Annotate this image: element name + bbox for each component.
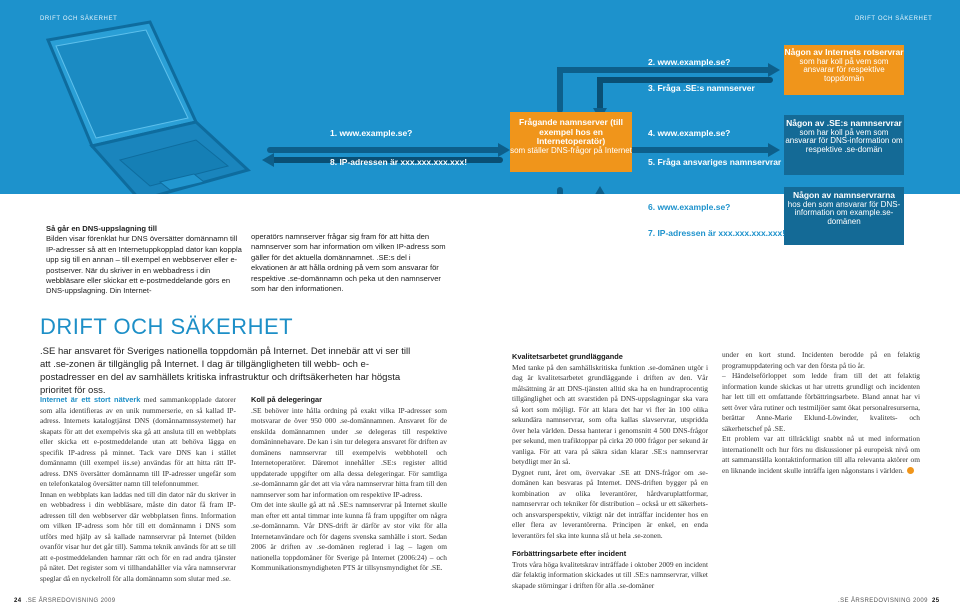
diagram-caption-col2 (251, 232, 447, 294)
folio-right-number: 25 (932, 598, 940, 604)
column-1-lead: Internet är ett stort nätverk (40, 395, 141, 404)
step-3-label: 3. Fråga .SE:s namnserver (648, 83, 755, 93)
resolver-title: Frågande namnserver (till exempel hos en Internetoperatör) (519, 117, 623, 147)
article-column-2 (251, 395, 447, 574)
resolver-box (510, 112, 632, 172)
diagram-caption-text-1: Bilden visar förenklat hur DNS översätter domännamn till IP-adresser så att en Internetuppkopplad dator kan koppla upp sig till en annan – till exempel en webbserver eller e-postserver. När du skriver in en webbadress i din webbläsare eller skickar ett e-postmeddelande görs en DNS-uppslagning. Din Internet- (46, 234, 242, 296)
column-1-text: med sammankopplade datorer som alla identifieras av en unik nummerserie, en så kallad IP-adress. Internets katalogtjänst DNS (domännamnssystemet) har skapats för att det exempelvis ska gå att ansluta till en webbplats eller skicka ett e-postmeddelande utan att behöva lägga en specifik IP-adress på minnet. Tack vare DNS kan i stället domännamn (till exempel iis.se) användas för att hitta rätt IP-adress. DNS översätter domännamn till IP-adresser ungefär som en telefonkatalog översätter namn till telefonnummer. Innan en webbplats kan laddas ned till din dator när du skriver in en webbadress i din webbläsare, måste din dator få fram IP-adressen till den webbserver där webbplatsen finns. Information om vilken IP-adress som hör till ett domännamn i DNS som utförs med hjälp av så kallade namnservrar på Internet (bilden ovanför visar hur det går till). Samma teknik används för att se till att e-postmeddelanden hamnar rätt och för en rad andra tjänster på nätet. Det register som vi tillhandahåller via våra namnservrar speglar då en nyckelroll för alla domännamn som slutar med .se. (40, 395, 236, 583)
diagram-caption-heading: Så går en DNS-uppslagning till (46, 224, 157, 233)
se-server-subtitle: som har koll på vem som ansvarar för DNS-information om respektive .se-domän (785, 127, 903, 155)
folio-left-number: 24 (14, 598, 22, 604)
step-1-label: 1. www.example.se? (330, 128, 413, 138)
folio-left (14, 598, 116, 604)
end-mark-icon (907, 467, 914, 474)
column-2-text: .SE behöver inte hålla ordning på exakt vilka IP-adresser som motsvarar de över 950 000 .se-domännamnen. Ansvaret för de enskilda domännamnen under .se delegeras till respektive domäninnehavare. De kan i sin tur delegera ansvaret för driften av domänens namnservrar till exempelvis webbhotell och Internetoperatörer. Däremot innehåller .SE:s register alltid uppdaterade uppgifter om alla dessa delegeringar. För samtliga .se-domännamn går det att via våra namnservrar hitta fram till den namnserver som har information om respektive IP-adress. Om det inte skulle gå att nå .SE:s namnservrar på Internet skulle man efter ett antal timmar inte kunna få fram uppgifter om några .se-domännamn. Vår DNS-drift är därför av stor vikt för alla Internetanvändare och för dagens svenska samhälle i stort. Sedan 2006 är driften av .se-domänen reglerad i lag – lagen om nationella toppdomäner för Sverige på Internet (2006:24) – och Kommunikationsmyndigheten PTS är tillsynsmyndighet för .SE. (251, 405, 447, 572)
column-3-heading-2: Förbättringsarbete efter incident (512, 549, 627, 558)
column-3-text: Med tanke på den samhällskritiska funktion .se-domänen utgör i dag är kvalitetsarbetet grundläggande i driften av den. Vår målsättning är att DNS-tjänsten alltid ska ha en hundraprocentig tillgänglighet och att svarstiden på DNS-uppslagningar ska vara så kort som möjligt. För att klara det har vi fler än 100 olika sekundära namnservrar, som ofta kallas slavservrar, utspridda över hela världen. Dessa hanterar i genomsnitt 4 500 DNS-frågor per sekund, men trafiktoppar på cirka 20 000 frågor per sekund är vanliga. För att vara på säkra sidan klarar .SE:s namnservrar betydligt mer än så. Dygnet runt, året om, övervakar .SE att DNS-frågor om .se-domänen kan besvaras på Internet. DNS-driften bygger på en kombination av olika leverantörer, hårdvaruplattformar, namnservrar och tekniker för distribution – också ur ett säkerhets- och ansvarsperspektiv, viktigt när det inträffar incidenter hos en eller flera av leverantörerna. Principen är enkel, en enda leverantörs fel ska inte kunna slå ut hela .se-zonen. (512, 362, 708, 540)
step-5-label: 5. Fråga ansvariges namnservrar (648, 157, 782, 167)
article-column-4 (722, 350, 920, 476)
article-column-1 (40, 395, 236, 584)
step-7-label: 7. IP-adressen är xxx.xxx.xxx.xxx! (648, 228, 786, 238)
root-server-title: Någon av Internets rotservrar (784, 47, 904, 57)
se-server-box (784, 115, 904, 175)
column-2-heading: Koll på delegeringar (251, 395, 323, 404)
root-server-box (784, 45, 904, 95)
article-column-3 (512, 352, 708, 591)
column-4-text: under en kort stund. Incidenten berodde på en felaktig programuppdatering och var den första på tio år. – Händelseförloppet som ledde fram till det att felaktig information kunde skickas ut har utretts grundligt och incidenten har lett till ett omfattande förbättringsarbete. Bland annat har vi sett över våra rutiner och testmiljöer samt ökat personalresurserna, berättar Anne-Marie Eklund-Löwinder, kvalitets- och säkerhetschef på .SE. Ett problem var att tillräckligt snabbt nå ut med information internationellt och hur förs nu diskussioner på europeisk nivå om att sammanställa kontaktinformation till alla relevanta aktörer om en liknande incident skulle inträffa igen någonstans i världen. (722, 350, 920, 475)
auth-server-subtitle: hos den som ansvarar för DNS-information om example.se-domänen (787, 199, 901, 227)
diagram-caption-text-2: operatörs namnserver frågar sig fram för att hitta den namnserver som har information om vilken IP-adress som gäller för det aktuella domännamnet. .SE:s del i ekvationen är att hålla ordning på vem som ansvarar för respektive .se-domännamn och peka ut den namnserver som har den informationen. (251, 232, 446, 294)
auth-server-title: Någon av namnservrarna (792, 190, 896, 200)
section-title: DRIFT OCH SÄKERHET (40, 314, 294, 339)
column-3-text-2: Trots våra höga kvalitetskrav inträffade i oktober 2009 en incident där felaktig information skickades ut till .SE:s namnservrar, vilket skapade störningar i driften för alla .se-domäner (512, 559, 709, 590)
folio-right (838, 598, 940, 604)
se-server-title: Någon av .SE:s namnservrar (786, 118, 902, 128)
folio-right-text: .SE ÅRSREDOVISNING 2009 (838, 598, 928, 604)
step-8-label: 8. IP-adressen är xxx.xxx.xxx.xxx! (330, 157, 468, 167)
running-head-left: DRIFT OCH SÄKERHET (40, 16, 118, 22)
diagram-caption-col1 (46, 224, 246, 297)
step-4-label: 4. www.example.se? (648, 128, 731, 138)
step-2-label: 2. www.example.se? (648, 57, 731, 67)
root-server-subtitle: som har koll på vem som ansvarar för respektive toppdomän (799, 56, 889, 84)
running-head-right: DRIFT OCH SÄKERHET (855, 16, 933, 22)
auth-server-box (784, 187, 904, 245)
resolver-subtitle: som ställer DNS-frågor på Internet (510, 145, 632, 155)
folio-left-text: .SE ÅRSREDOVISNING 2009 (25, 598, 116, 604)
step-6-label: 6. www.example.se? (648, 202, 731, 212)
ingress-text: .SE har ansvaret för Sveriges nationella toppdomän på Internet. Det innebär att vi ser till att .se-zonen är tillgänglig på Internet. I dag är tillgängligheten till webb- och e-postadresser en del av samhällets kritiska infrastruktur och driftsäkerheten har högsta prioritet för oss. (40, 346, 411, 396)
column-3-heading: Kvalitetsarbetet grundläggande (512, 352, 623, 361)
